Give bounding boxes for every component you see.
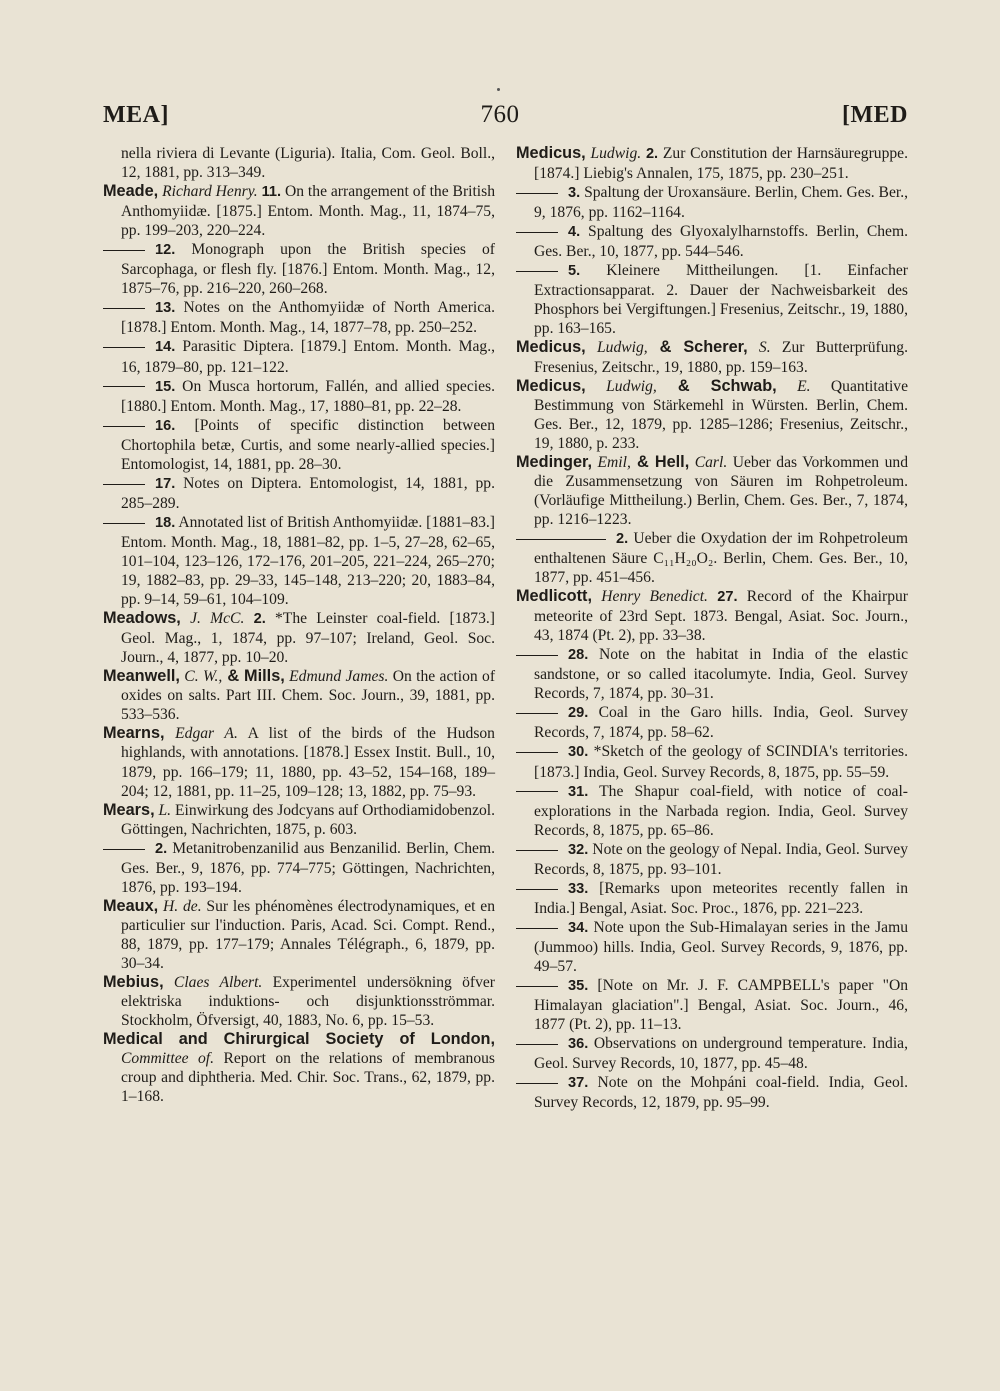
ditto-rule — [516, 850, 558, 851]
ditto-rule — [103, 484, 145, 485]
entry-number: 3. — [568, 185, 581, 202]
entry-number: 12. — [155, 242, 176, 259]
bibliography-entry — [103, 973, 495, 1030]
author-given-name: Henry Benedict. — [601, 588, 708, 606]
entry-text: [Note on Mr. J. F. CAMPBELL's paper "On Himalayan glaciation".] Bengal, Asiat. Soc. Journ., 46, 1877 (Pt. 2), pp. 11–13. — [534, 977, 908, 1034]
entry-number: 37. — [568, 1075, 589, 1092]
bibliography-subentry — [103, 377, 495, 416]
ditto-rule — [103, 426, 145, 427]
bibliography-subentry — [516, 782, 908, 840]
bibliography-entry — [103, 609, 495, 667]
author-surname: Medicus, — [516, 144, 586, 162]
author-given-name: H. de. — [163, 897, 202, 915]
entry-text: Note upon the Sub-Himalayan series in the Jamu (Jummoo) hills. India, Geol. Survey Records, 9, 1876, pp. 49–57. — [534, 918, 908, 975]
ditto-rule — [103, 250, 145, 251]
entry-text: Note on the Mohpáni coal-field. India, Geol. Survey Records, 12, 1879, pp. 95–99. — [534, 1074, 908, 1112]
coauthor-surname: & Scherer, — [647, 338, 748, 357]
entry-number: 2. — [616, 530, 629, 547]
bibliography-subentry — [103, 839, 495, 897]
bibliography-entry — [103, 897, 495, 973]
author-surname: Mears, — [103, 800, 155, 819]
entry-text: [Points of specific distinction between Chortophila betæ, Curtis, and some nearly-allied species.] Entomologist, 14, 1881, pp. 28–30. — [121, 416, 495, 473]
coauthor-given-name: Carl. — [689, 453, 728, 471]
author-surname: Medical and Chirurgical Society of London, — [103, 1030, 495, 1049]
bibliography-entry — [103, 801, 495, 839]
page-number: 760 — [480, 101, 520, 128]
entry-text: Spaltung der Uroxansäure. Berlin, Chem. Ges. Ber., 9, 1876, pp. 1162–1164. — [534, 184, 909, 222]
author-surname: Meanwell, — [103, 667, 180, 686]
entry-text: Note on the habitat in India of the elastic sandstone, or so called itacolumyte. India, Geol. Survey Records, 7, 1874, pp. 30–31. — [534, 646, 908, 703]
ditto-rule — [516, 791, 558, 792]
bibliography-entry — [103, 182, 495, 240]
entry-number: 31. — [568, 783, 589, 800]
entry-number: 36. — [568, 1036, 589, 1053]
author-given-name: Ludwig, — [606, 377, 657, 395]
entry-text: nella riviera di Levante (Liguria). Italia, Com. Geol. Boll., 12, 1881, pp. 313–349. — [121, 145, 495, 182]
bibliography-subentry — [103, 513, 495, 609]
bibliography-subentry — [516, 222, 908, 261]
entry-text: Sur les phénomènes électrodynamiques, et en particulier sur l'induction. Paris, Acad. Sci. Compt. Rend., 88, 1879, pp. 177–179; Annales Télégraph., 6, 1879, pp. 30–34. — [121, 897, 496, 972]
bibliography-entry — [103, 724, 495, 800]
bibliography-subentry — [103, 474, 495, 513]
coauthor-surname: & Hell, — [630, 452, 690, 471]
ditto-rule — [103, 308, 145, 309]
entry-text: Record of the Khairpur meteorite of 23rd Sept. 1873. Bengal, Asiat. Soc. Journ., 43, 1874 (Pt. 2), pp. 33–38. — [534, 588, 908, 645]
ditto-rule — [516, 713, 558, 714]
author-surname: Meade, — [103, 182, 159, 201]
bibliography-subentry — [103, 416, 495, 474]
entry-number: 35. — [568, 978, 589, 995]
entry-number: 2. — [253, 611, 266, 628]
bibliography-subentry — [516, 645, 908, 703]
entry-number: 30. — [568, 744, 589, 761]
ditto-rule — [516, 232, 558, 233]
ditto-rule — [103, 386, 145, 387]
entry-text: [Remarks upon meteorites recently fallen in India.] Bengal, Asiat. Soc. Proc., 1876, pp. 221–223. — [534, 879, 908, 917]
entry-text: On the arrangement of the British Anthomyiidæ. [1875.] Entom. Month. Mag., 11, 1874–75, pp. 199–203, 220–224. — [121, 183, 495, 240]
entry-text: Metanitrobenzanilid aus Benzanilid. Berlin, Chem. Ges. Ber., 9, 1876, pp. 774–775; Göttingen, Nachrichten, 1876, pp. 193–194. — [121, 839, 495, 896]
author-surname: Medinger, — [516, 452, 592, 471]
entry-number: 2. — [645, 146, 659, 162]
running-head-left: MEA] — [103, 102, 169, 128]
ditto-rule — [516, 271, 558, 272]
entry-text: Spaltung des Glyoxalylharnstoffs. Berlin, Chem. Ges. Ber., 10, 1877, pp. 544–546. — [534, 223, 908, 261]
entry-text: Quantitative Bestimmung von Stärkemehl in Würsten. Berlin, Chem. Ges. Ber., 12, 1879, pp. 1285–1286; Fresenius, Zeitschr., 19, 1880, p. 233. — [534, 377, 909, 452]
bibliography-subentry — [103, 298, 495, 337]
ditto-rule — [516, 655, 558, 656]
author-given-name: J. McC. — [190, 610, 245, 628]
ditto-rule — [103, 849, 145, 850]
author-surname: Meaux, — [103, 896, 159, 915]
entry-number: 34. — [568, 919, 589, 936]
author-given-name: L. — [158, 801, 172, 819]
entry-number: 33. — [568, 880, 589, 897]
coauthor-surname: & Mills, — [222, 667, 285, 686]
ditto-rule — [516, 539, 606, 540]
entry-number: 15. — [155, 378, 176, 395]
ditto-rule — [103, 347, 145, 348]
entry-text: Notes on the Anthomyiidæ of North America. [1878.] Entom. Month. Mag., 14, 1877–78, pp. 250–252. — [121, 299, 495, 337]
coauthor-surname: & Schwab, — [656, 376, 777, 395]
ditto-rule — [516, 889, 558, 890]
entry-text: A list of the birds of the Hudson highlands, with annotations. [1878.] Essex Instit. Bull., 10, 1879, pp. 166–179; 11, 1880, pp. 43–52, 154–168, 189–204; 12, 1881, pp. 11–25, 109–128; 13, 1882, pp. 75–93. — [121, 725, 495, 800]
coauthor-given-name: E. — [776, 377, 811, 395]
entry-number: 13. — [155, 300, 176, 317]
ditto-rule — [516, 1083, 558, 1084]
author-given-name: Edgar A. — [175, 725, 238, 743]
entry-text: On the action of oxides on salts. Part III. Chem. Soc. Journ., 39, 1881, pp. 533–536. — [121, 668, 496, 724]
ditto-rule — [516, 928, 558, 929]
author-given-name: Committee of. — [121, 1050, 215, 1068]
author-surname: Medicus, — [516, 376, 586, 395]
entry-text: Ueber die Oxydation der im Rohpetroleum enthaltenen Säure C₁₁H₂₀O₂. Berlin, Chem. Ges. Ber., 10, 1877, pp. 451–456. — [534, 529, 908, 587]
author-surname: Medlicott, — [516, 587, 592, 606]
entry-text: Kleinere Mittheilungen. [1. Einfacher Extractionsapparat. 2. Dauer der Nachweisbarkeit des Phosphors bei Vergiftungen.] Fresenius, Zeitschr., 19, 1880, pp. 163–165. — [534, 262, 908, 338]
print-dot — [497, 88, 500, 91]
entry-number: 5. — [568, 263, 581, 280]
entry-text: *The Leinster coal-field. [1873.] Geol. Mag., 1, 1874, pp. 97–107; Ireland, Geol. Soc. Journ., 4, 1877, pp. 10–20. — [121, 610, 495, 667]
entry-text: Annotated list of British Anthomyiidæ. [1881–83.] Entom. Month. Mag., 18, 1881–82, pp. 1–5, 27–28, 62–65, 101–104, 123–126, 172–176, 201–205, 221–224, 265–270; 19, 1882–83, pp. 29–33, 145–148, 213–220; 20, 1883–84, pp. 9–14, 59–61, 104–109. — [121, 513, 495, 609]
ditto-rule — [516, 752, 558, 753]
entry-number: 14. — [155, 339, 176, 356]
bibliography-subentry — [516, 261, 908, 338]
left-column — [103, 144, 495, 1106]
entry-number: 11. — [261, 184, 282, 201]
bibliography-subentry — [516, 183, 908, 222]
entry-number: 27. — [717, 589, 738, 606]
author-surname: Meadows, — [103, 609, 181, 628]
entry-number: 32. — [568, 841, 589, 858]
entry-text: Observations on underground temperature. India, Geol. Survey Records, 10, 1877, pp. 45–48. — [534, 1035, 908, 1073]
bibliography-entry — [516, 144, 908, 183]
entry-text: *Sketch of the geology of SCINDIA's territories. [1873.] India, Geol. Survey Records, 8, 1875, pp. 55–59. — [534, 743, 908, 781]
author-given-name: Emil, — [597, 453, 631, 471]
author-given-name: Richard Henry. — [162, 183, 258, 201]
entry-number: 4. — [568, 224, 581, 241]
ditto-rule — [516, 193, 558, 194]
entry-text: Experimentel undersökning öfver elektriska induktions- och disjunktionsströmmar. Stockholm, Öfversigt, 40, 1883, No. 6, pp. 15–53. — [121, 974, 495, 1030]
entry-text: Notes on Diptera. Entomologist, 14, 1881, pp. 285–289. — [121, 474, 495, 512]
entry-text: Report on the relations of membranous croup and diphtheria. Med. Chir. Soc. Trans., 62, 1879, pp. 1–168. — [121, 1050, 495, 1106]
bibliography-subentry — [516, 840, 908, 879]
entry-text: On Musca hortorum, Fallén, and allied species. [1880.] Entom. Month. Mag., 17, 1880–81, pp. 22–28. — [121, 377, 495, 415]
bibliography-subentry — [516, 918, 908, 976]
coauthor-given-name: Edmund James. — [284, 668, 389, 686]
entry-number: 28. — [568, 647, 589, 664]
entry-text: The Shapur coal-field, with notice of coal-explorations in the Narbada region. India, Geol. Survey Records, 8, 1875, pp. 65–86. — [534, 782, 908, 839]
bibliography-subentry — [516, 742, 908, 781]
running-head-right: [MED — [842, 102, 908, 128]
bibliography-entry — [516, 587, 908, 645]
entry-text: Coal in the Garo hills. India, Geol. Survey Records, 7, 1874, pp. 58–62. — [534, 704, 908, 742]
author-given-name: Ludwig. — [590, 145, 642, 162]
entry-continuation — [103, 144, 495, 182]
entry-number: 2. — [155, 840, 168, 857]
bibliography-subentry — [516, 1073, 908, 1112]
entry-text: Ueber das Vorkommen und die Zusammensetzung von Säuren im Rohpetroleum. (Vorläufige Mittheilung.) Berlin, Chem. Ges. Ber., 7, 1874, pp. 1216–1223. — [534, 453, 908, 528]
entry-number: 16. — [155, 417, 176, 434]
bibliography-subentry — [516, 703, 908, 742]
bibliography-subentry — [516, 976, 908, 1034]
ditto-rule — [516, 1044, 558, 1045]
author-surname: Mearns, — [103, 724, 165, 743]
author-given-name: Ludwig, — [596, 339, 648, 357]
bibliography-entry — [516, 453, 908, 529]
bibliography-entry — [103, 667, 495, 724]
bibliography-entry — [516, 338, 908, 376]
entry-number: 18. — [155, 514, 176, 531]
ditto-rule — [516, 986, 558, 987]
entry-text: Zur Butterprüfung. Fresenius, Zeitschr., 19, 1880, pp. 159–163. — [534, 339, 908, 376]
bibliography-entry — [103, 1030, 495, 1106]
author-surname: Medicus, — [516, 338, 586, 357]
bibliography-subentry — [103, 240, 495, 298]
right-column — [516, 144, 908, 1112]
coauthor-given-name: S. — [747, 339, 771, 357]
entry-text: Note on the geology of Nepal. India, Geol. Survey Records, 8, 1875, pp. 93–101. — [534, 840, 908, 878]
entry-number: 17. — [155, 475, 176, 492]
entry-number: 29. — [568, 705, 589, 722]
author-surname: Mebius, — [103, 973, 164, 992]
bibliography-subentry — [516, 529, 908, 587]
ditto-rule — [103, 523, 145, 524]
entry-text: Einwirkung des Jodcyans auf Orthodiamidobenzol. Göttingen, Nachrichten, 1875, p. 603. — [121, 801, 496, 838]
bibliography-subentry — [516, 879, 908, 918]
bibliography-entry — [516, 377, 908, 453]
bibliography-subentry — [103, 337, 495, 376]
entry-text: Zur Constitution der Harnsäuregruppe. [1874.] Liebig's Annalen, 175, 1875, pp. 230–251. — [534, 145, 908, 183]
author-given-name: C. W., — [184, 668, 223, 686]
entry-text: Parasitic Diptera. [1879.] Entom. Month. Mag., 16, 1879–80, pp. 121–122. — [121, 338, 495, 376]
bibliography-subentry — [516, 1034, 908, 1073]
entry-text: Monograph upon the British species of Sarcophaga, or flesh fly. [1876.] Entom. Month. Mag., 12, 1875–76, pp. 216–220, 260–268. — [121, 241, 495, 298]
author-given-name: Claes Albert. — [173, 974, 263, 992]
